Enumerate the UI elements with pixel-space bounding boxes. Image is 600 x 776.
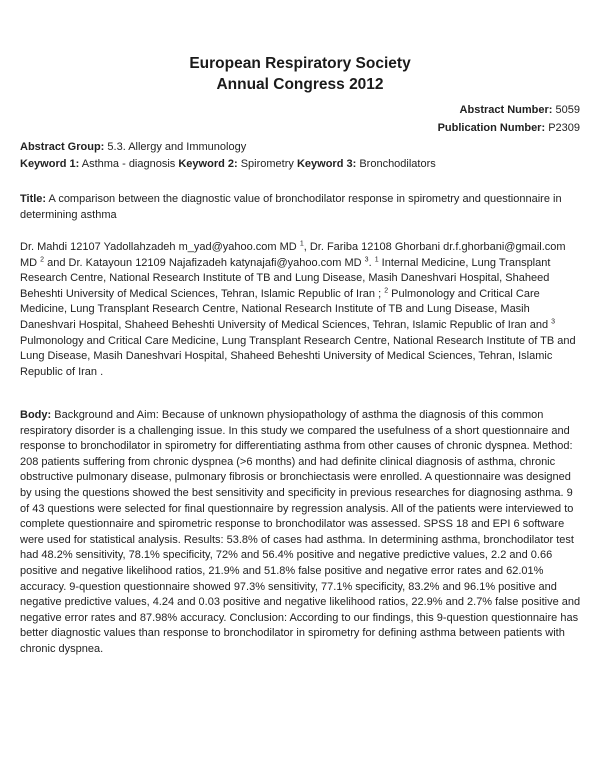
congress-header [0,53,600,95]
abstract-number-row [438,101,580,119]
title-label: Title: [20,193,47,205]
body-text: Background and Aim: Because of unknown physiopathology of asthma the diagnosis of this common respiratory disorder is a challenging issue. In this study we compared the usefulness of a short questionnaire and response to bronchodilator in spirometry for differentiating asthma from other causes of chronic dyspnea. Method: 208 patients suffering from chronic dyspnea (>6 months) and had definite clinical diagnosis of asthma, chronic obstructive pulmonary disease, pulmonary fibrosis or bronchiectasis were enrolled. A questionnaire was designed by using the questions showed the best sensitivity and specificity in previous researches for diagnosing asthma. 9 of 43 questions were selected for final questionnaire by regression analysis. All of the patients were interviewed to complete questionnaire and spirometric response to bronchodilator was assessed. SPSS 18 and EPI 6 software were used for statistical analysis. Results: 53.8% of cases had asthma. In determining asthma, bronchodilator test had 48.2% sensitivity, 78.1% specificity, 72% and 56.4% positive and negative predictive values, 2.2 and 0.66 positive and negative likelihood ratios, 21.9% and 51.8% false positive and negative error rates and 62.01% accuracy. 9-question questionnaire showed 97.3% sensitivity, 77.1% specificity, 83.2% and 96.1% positive and negative predictive values, 4.24 and 0.03 positive and negative likelihood ratios, 22.9% and 2.7% false positive and negative error rates and 87.98% accuracy. Conclusion: According to our findings, this 9-question questionnaire has better diagnostic values than response to bronchodilator in spirometry for defining asthma between patients with chronic dyspnea. [20,409,581,655]
body-label: Body: [20,409,52,421]
title-text: A comparison between the diagnostic value of bronchodilator response in spirometry and questionnaire in determining asthma [20,193,562,221]
congress-name: Annual Congress 2012 [216,76,384,93]
abstract-group-label: Abstract Group: [20,141,105,153]
abstract-group-block [20,139,582,173]
author-3: and Dr. Katayoun 12109 Najafizadeh katynajafi@yahoo.com MD [44,256,365,269]
abstract-group-row [20,139,582,156]
keyword-3-label: Keyword 3: [296,158,357,170]
authors-end: . [368,256,375,269]
author-2: , Dr. Fariba 12108 Ghorbani dr.f.ghorbani@gmail.com MD [20,241,566,269]
abstract-number-label: Abstract Number: [459,104,553,116]
affiliation-3-sup: 3 [551,318,556,326]
authors-affiliations [20,240,582,380]
keywords-row [20,156,582,173]
affiliation-2: Pulmonology and Critical Care Medicine, Lung Transplant Research Centre, National Research Institute of TB and Lung Disease, Masih Daneshvari Hospital, Shaheed Beheshti University of Medical Sciences, Tehran, Islamic Republic of Iran and [20,287,552,331]
keyword-1-value: Asthma - diagnosis [81,158,176,170]
affiliation-3: Pulmonology and Critical Care Medicine, Lung Transplant Research Centre, National Research Institute of TB and Lung Disease, Masih Daneshvari Hospital, Shaheed Beheshti University of Medical Sciences, Tehran, Islamic Republic of Iran . [20,334,576,378]
keyword-2-value: Spirometry [240,158,294,170]
affiliation-1: Internal Medicine, Lung Transplant Research Centre, National Research Institute of TB and Lung Disease, Masih Daneshvari Hospital, Shaheed Beheshti University of Medical Sciences, Tehran, Islamic Republic of Iran ; [20,256,551,300]
publication-number-label: Publication Number: [437,122,546,134]
keyword-2-label: Keyword 2: [178,158,238,170]
abstract-group-value: 5.3. Allergy and Immunology [107,141,247,153]
author-3-sup: 3 [364,255,369,263]
abstract-title [20,192,582,223]
publication-number-value: P2309 [548,122,580,134]
keyword-3-value: Bronchodilators [359,158,436,170]
keyword-1-label: Keyword 1: [20,158,80,170]
abstract-body [20,408,582,658]
society-name: European Respiratory Society [189,55,411,72]
author-1: Dr. Mahdi 12107 Yadollahzadeh m_yad@yahoo.com MD [20,241,300,253]
abstract-number-value: 5059 [555,104,580,116]
affiliation-2-sup: 2 [384,287,389,295]
affiliation-1-sup: 1 [374,255,379,263]
abstract-meta [438,101,580,137]
author-1-sup: 1 [299,240,304,248]
author-2-sup: 2 [40,255,45,263]
publication-number-row [438,119,580,137]
